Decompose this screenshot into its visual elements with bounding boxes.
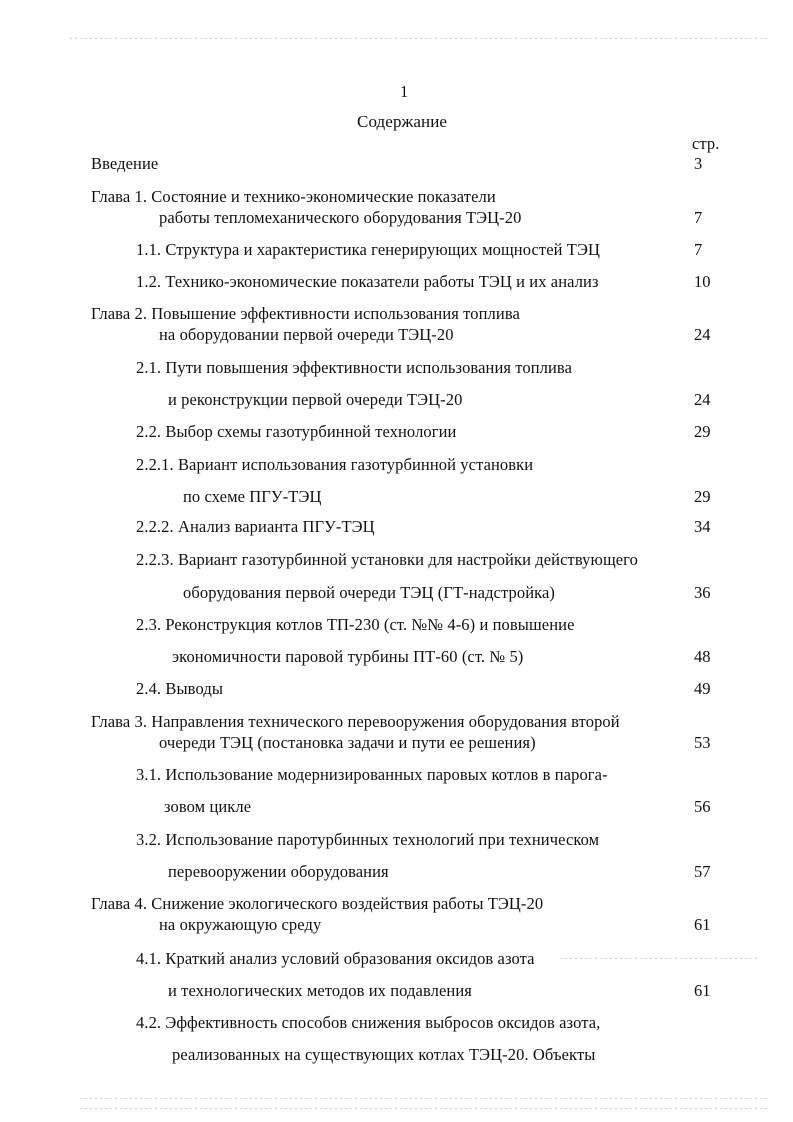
toc-entry-page: 24 [694,325,711,344]
toc-entry-title-cont: на окружающую среду [159,915,322,934]
toc-entry-title: Глава 3. Направления технического перевооружения оборудования второй [91,712,620,731]
toc-entry-title-cont: и реконструкции первой очереди ТЭЦ-20 [168,390,463,409]
toc-entry-title: 2.2.3. Вариант газотурбинной установки для настройки действующего [136,550,638,569]
toc-entry-title: 4.1. Краткий анализ условий образования оксидов азота [136,949,535,968]
toc-entry-page: 49 [694,679,711,698]
toc-entry-page: 3 [694,154,703,173]
toc-entry-page: 57 [694,862,711,881]
toc-entry-page: 48 [694,647,711,666]
toc-entry-title-cont: оборудования первой очереди ТЭЦ (ГТ-надстройка) [183,583,556,602]
toc-entry-title: Введение [91,154,159,173]
toc-entry-title: 3.2. Использование паротурбинных технологий при техническом [136,830,600,849]
toc-entry-title-cont: на оборудовании первой очереди ТЭЦ-20 [159,325,454,344]
scan-noise [70,38,770,39]
toc-entry-page: 29 [694,422,711,441]
scan-noise [80,1098,770,1099]
toc-entry-title: 1.1. Структура и характеристика генерирующих мощностей ТЭЦ [136,240,600,259]
toc-entry-title: Глава 4. Снижение экологического воздействия работы ТЭЦ-20 [91,894,544,913]
scan-noise [80,1108,770,1109]
toc-entry-title: 2.1. Пути повышения эффективности использования топлива [136,358,573,377]
scan-noise [560,958,760,959]
toc-entry-title-cont: и технологических методов их подавления [168,981,472,1000]
toc-entry-page: 53 [694,733,711,752]
toc-entry-page: 24 [694,390,711,409]
toc-entry-page: 7 [694,208,703,227]
toc-entry-title-cont: работы тепломеханического оборудования ТЭЦ-20 [159,208,522,227]
toc-entry-title: 4.2. Эффективность способов снижения выбросов оксидов азота, [136,1013,601,1032]
toc-entry-title-cont: экономичности паровой турбины ПТ-60 (ст. № 5) [172,647,524,666]
toc-entry-title-cont: реализованных на существующих котлах ТЭЦ-20. Объекты [172,1045,596,1064]
toc-entry-page: 56 [694,797,711,816]
toc-entry-page: 34 [694,517,711,536]
pages-column-header: стр. [692,134,720,153]
toc-entry-title-cont: зовом цикле [164,797,252,816]
toc-entry-page: 61 [694,915,711,934]
toc-entry-page: 7 [694,240,703,259]
toc-entry-title: 2.2.2. Анализ варианта ПГУ-ТЭЦ [136,517,375,536]
toc-entry-page: 10 [694,272,711,291]
page-title: Содержание [357,112,448,131]
toc-entry-title: 2.3. Реконструкция котлов ТП-230 (ст. №№ 4-6) и повышение [136,615,575,634]
toc-entry-title: 2.4. Выводы [136,679,223,698]
toc-entry-page: 61 [694,981,711,1000]
page-number: 1 [400,82,409,101]
toc-entry-page: 29 [694,487,711,506]
toc-entry-title: Глава 2. Повышение эффективности использования топлива [91,304,520,323]
toc-entry-page: 36 [694,583,711,602]
toc-entry-title-cont: очереди ТЭЦ (постановка задачи и пути ее решения) [159,733,536,752]
toc-entry-title: 3.1. Использование модернизированных паровых котлов в парога- [136,765,608,784]
toc-entry-title: 2.2. Выбор схемы газотурбинной технологии [136,422,457,441]
toc-entry-title: 1.2. Технико-экономические показатели работы ТЭЦ и их анализ [136,272,599,291]
toc-entry-title: 2.2.1. Вариант использования газотурбинной установки [136,455,534,474]
toc-entry-title: Глава 1. Состояние и технико-экономические показатели [91,187,496,206]
toc-entry-title-cont: по схеме ПГУ-ТЭЦ [183,487,322,506]
toc-entry-title-cont: перевооружении оборудования [168,862,389,881]
